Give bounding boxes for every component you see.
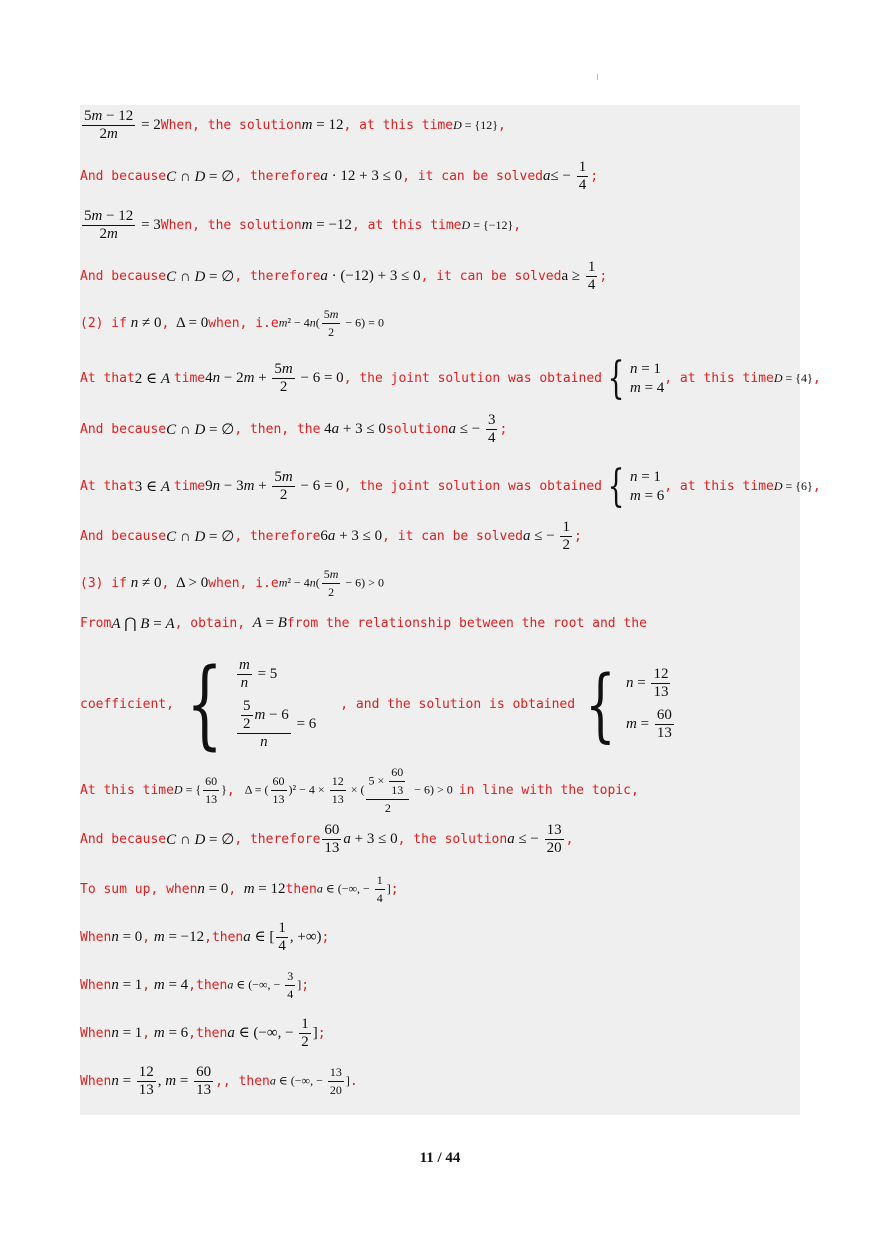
- solution-line-10: (3) if n ≠ 0 , Δ > 0 when, i.e m² − 4n( $\frac{5m}{2}$ − 6) > 0: [80, 567, 384, 599]
- summary-line-1: To sum up, when n = 0 , m = 12 then a ∈ (−∞, − $\frac{1}{4}$ ] ;: [80, 873, 399, 905]
- summary-line-5: When n = $\frac{12}{13}$ , m = $\frac{60}{13}$ , , then a ∈ (−∞, − $\frac{13}{20}$ ] .: [80, 1064, 358, 1098]
- solution-line-8: At that 3 ∈ A time 9n − 3m + $\frac{5m}{2}$ − 6 = 0 , the joint solution was obtained { n = 1 m = 6 , at this time D = {6} ,: [80, 461, 821, 512]
- solution-line-13: At this time D = { $\frac{60}{13}$ } , Δ = ( $\frac{60}{13}$ )² − 4 × $\frac{12}{13}$ × ( 5 × $\frac{60}{13}$ 2 − 6) > 0 in line with the topic,: [80, 765, 639, 815]
- solution-line-4: And because C ∩ D = ∅ , therefore a · (−12) + 3 ≤ 0 , it can be solved a ≥ $\frac{1}{4}$ ;: [80, 259, 608, 293]
- solution-block: [80, 105, 800, 1115]
- solution-line-11: From A ⋂ B = A , obtain, A = B from the relationship between the root and the: [80, 615, 647, 632]
- solution-line-12: coefficient, { $\frac{m}{n}$ = 5 $\frac{5}{2}$ m − 6 n = 6 , and the solution is obtained { n = $\frac{12}{13}$ m = $\frac{60}{13}$: [80, 648, 672, 760]
- text: When, the solution: [160, 118, 302, 133]
- summary-line-4: When n = 1 , m = 6 ,then a ∈ (−∞, − $\frac{1}{2}$ ] ;: [80, 1016, 326, 1050]
- summary-line-3: When n = 1 , m = 4 ,then a ∈ (−∞, − $\frac{3}{4}$ ] ;: [80, 969, 310, 1001]
- solution-line-14: And because C ∩ D = ∅ , therefore $\frac{60}{13}$ a + 3 ≤ 0 , the solution a ≤ − $\frac{13}{20}$ ,: [80, 822, 574, 856]
- solution-line-9: And because C ∩ D = ∅ , therefore 6a + 3 ≤ 0 , it can be solved a ≤ − $\frac{1}{2}$ ;: [80, 519, 582, 553]
- page-marker: [597, 74, 598, 80]
- solution-line-3: $\frac{5m - 12}{2m}$ = 3 When, the solution m = −12 , at this time D = {−12} ,: [84, 208, 522, 242]
- page-number: 11 / 44: [419, 1150, 461, 1166]
- solution-line-1: $\frac{5m - 12}{2m}$ = 2 When, the solution m = 12 , at this time D = {12} ,: [84, 108, 506, 142]
- summary-line-2: When n = 0 , m = −12 ,then a ∈ [ $\frac{1}{4}$ , +∞) ;: [80, 920, 330, 954]
- solution-line-2: And because C ∩ D = ∅ , therefore a · 12 + 3 ≤ 0 , it can be solved a≤ − $\frac{1}{4}$ ;: [80, 159, 599, 193]
- solution-line-5: (2) if n ≠ 0 , Δ = 0 when, i.e m² − 4n( $\frac{5m}{2}$ − 6) = 0: [80, 307, 384, 339]
- solution-line-7: And because C ∩ D = ∅ , then, the 4a + 3 ≤ 0 solution a ≤ − $\frac{3}{4}$ ;: [80, 412, 508, 446]
- solution-line-6: At that 2 ∈ A time 4n − 2m + $\frac{5m}{2}$ − 6 = 0 , the joint solution was obtained { n = 1 m = 4 , at this time D = {4} ,: [80, 353, 821, 404]
